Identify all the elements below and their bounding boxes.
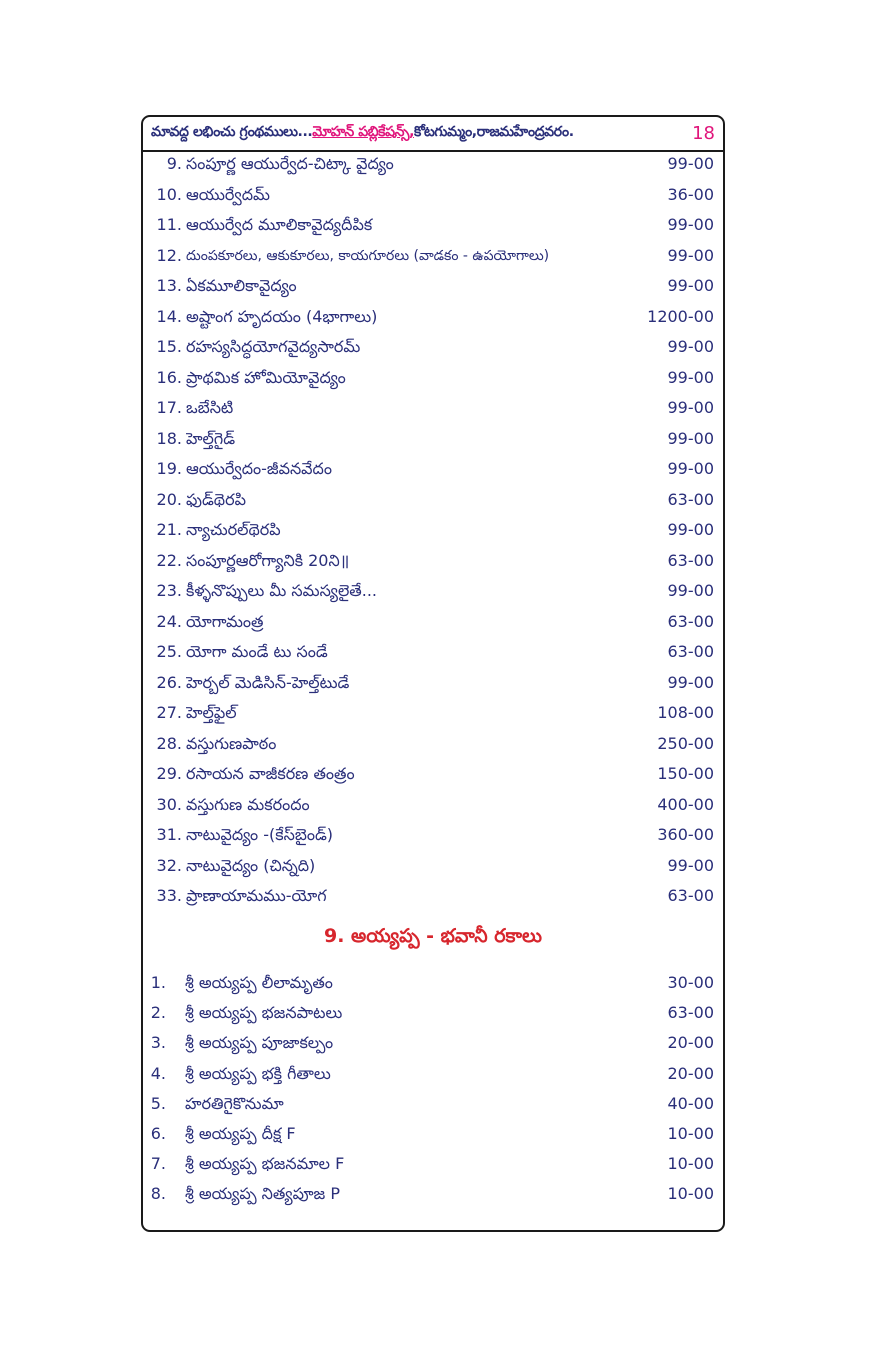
item-title: వస్తుగుణపాఠం [186, 733, 277, 753]
item-price: 63-00 [667, 1003, 714, 1023]
item-price: 360-00 [657, 825, 714, 844]
item-number: 28. [156, 733, 182, 753]
item-title: వస్తుగుణ మకరందం [186, 794, 310, 814]
list-item [148, 579, 714, 603]
item-number: 19. [156, 459, 182, 478]
list-item [148, 823, 714, 847]
list-item [148, 640, 714, 664]
item-title: ఆయుర్వేదమ్ [186, 184, 270, 204]
item-number: 26. [156, 672, 182, 692]
item-price: 36-00 [667, 184, 714, 204]
item-title: శ్రీ అయ్యప్ప భజనపాటలు [185, 1003, 343, 1023]
item-number: 24. [156, 611, 182, 631]
list-item [148, 762, 714, 786]
list-item [148, 549, 714, 573]
item-title: ప్రాణాయామము-యోగ [186, 886, 327, 905]
item-price: 40-00 [667, 1093, 714, 1113]
item-price: 99-00 [667, 367, 714, 387]
item-number: 11. [156, 215, 182, 234]
item-price: 99-00 [667, 520, 714, 539]
list-item [148, 396, 714, 420]
list-item [148, 671, 714, 695]
section-title-ayyappa: 9. అయ్యప్ప - భవానీ రకాలు [324, 925, 542, 947]
item-title: కీళ్ళనొప్పులు మీ సమస్యలైతే... [186, 581, 378, 600]
item-title: నాటువైద్యం (చిన్నది) [186, 855, 316, 875]
item-title: రసాయన వాజీకరణ తంత్రం [186, 764, 355, 783]
item-title: సంపూర్ణ ఆయుర్వేద-చిట్కా వైద్యం [186, 154, 394, 173]
list-item [148, 183, 714, 207]
list-item [148, 793, 714, 817]
item-price: 63-00 [667, 642, 714, 661]
item-price: 99-00 [667, 672, 714, 692]
list-item [148, 854, 714, 878]
list-item [148, 732, 714, 756]
item-price: 250-00 [657, 733, 714, 753]
page-number: 18 [692, 123, 715, 144]
list-item [148, 610, 714, 634]
list-item [148, 884, 714, 908]
list-item [148, 152, 714, 176]
item-title: సంపూర్ణఆరోగ్యానికి 20ని॥ [186, 550, 350, 570]
header-place: కోటగుమ్మం,రాజమహేంద్రవరం. [414, 124, 574, 140]
item-price: 10-00 [667, 1124, 714, 1143]
item-number: 22. [156, 550, 182, 570]
list-item [148, 1001, 714, 1025]
item-title: ఆయుర్వేదం-జీవనవేదం [186, 459, 332, 478]
item-price: 99-00 [667, 245, 714, 265]
item-price: 30-00 [667, 973, 714, 992]
item-number: 10. [156, 184, 182, 204]
list-item [148, 457, 714, 481]
list-item [148, 274, 714, 298]
item-number: 15. [156, 337, 182, 356]
page-header [143, 117, 723, 152]
item-title: రహస్యసిద్ధయోగవైద్యసారమ్ [186, 337, 361, 356]
item-number: 3. [150, 1033, 166, 1053]
item-price: 99-00 [667, 154, 714, 173]
item-number: 23. [156, 581, 182, 600]
header-available-books: మావద్ద లభించు గ్రంథములు... [151, 124, 313, 140]
item-price: 99-00 [667, 337, 714, 356]
item-number: 12. [156, 245, 182, 265]
item-number: 1. [150, 973, 166, 992]
header-publisher: మోహన్ పబ్లికేషన్స్, [312, 124, 415, 140]
list-item [148, 335, 714, 359]
item-number: 33. [156, 886, 182, 905]
list-item [148, 305, 714, 329]
item-number: 13. [156, 276, 182, 295]
item-number: 2. [150, 1003, 166, 1023]
item-number: 31. [156, 825, 182, 844]
item-number: 32. [156, 855, 182, 875]
item-title: అష్టాంగ హృదయం (4భాగాలు) [186, 306, 378, 326]
item-price: 63-00 [667, 489, 714, 509]
item-number: 4. [150, 1063, 166, 1083]
list-item [148, 701, 714, 725]
item-title: ప్రాథమిక హోమియోవైద్యం [186, 367, 346, 387]
list-item [148, 1031, 714, 1055]
item-price: 108-00 [657, 703, 714, 722]
list-item [148, 366, 714, 390]
item-title: ఏకమూలికావైద్యం [186, 276, 297, 295]
item-price: 400-00 [657, 794, 714, 814]
item-price: 63-00 [667, 886, 714, 905]
item-number: 7. [150, 1154, 166, 1174]
item-title: నాటువైద్యం -(కేస్‌బైండ్) [186, 825, 334, 844]
item-number: 29. [156, 764, 182, 783]
item-number: 9. [166, 154, 182, 173]
item-price: 10-00 [667, 1184, 714, 1204]
list-item [148, 1092, 714, 1116]
item-number: 30. [156, 794, 182, 814]
item-price: 99-00 [667, 215, 714, 234]
item-price: 10-00 [667, 1154, 714, 1174]
item-title: శ్రీ అయ్యప్ప దీక్ష F [185, 1124, 296, 1143]
item-number: 16. [156, 367, 182, 387]
item-title: యోగామంత్ర [186, 611, 264, 631]
item-price: 99-00 [667, 855, 714, 875]
item-number: 6. [150, 1124, 166, 1143]
item-number: 14. [156, 306, 182, 326]
list-item [148, 488, 714, 512]
list-item [148, 1152, 714, 1176]
item-price: 20-00 [667, 1063, 714, 1083]
item-number: 21. [156, 520, 182, 539]
item-number: 18. [156, 428, 182, 448]
item-title: ఆయుర్వేద మూలికావైద్యదీపిక [186, 215, 373, 234]
list-item [148, 971, 714, 995]
item-number: 8. [150, 1184, 166, 1204]
item-price: 99-00 [667, 398, 714, 417]
item-title: శ్రీ అయ్యప్ప లీలామృతం [185, 973, 333, 992]
item-title: హరతిగైకొనుమా [185, 1093, 284, 1113]
item-price: 99-00 [667, 428, 714, 448]
item-title: ఫుడ్‌థెరపి [186, 489, 246, 509]
item-title: హెల్త్‌ఫైల్ [186, 703, 237, 722]
item-price: 99-00 [667, 276, 714, 295]
item-title: శ్రీ అయ్యప్ప భక్తి గీతాలు [185, 1063, 331, 1083]
item-price: 1200-00 [647, 306, 714, 326]
book-list-frame [141, 115, 725, 1232]
item-title: హెర్బల్ మెడిసిన్-హెల్త్‌టుడే [186, 672, 350, 692]
list-item [148, 244, 714, 268]
item-price: 99-00 [667, 581, 714, 600]
item-title: యోగా మండే టు సండే [186, 642, 328, 661]
item-number: 20. [156, 489, 182, 509]
item-price: 20-00 [667, 1033, 714, 1053]
list-item [148, 1182, 714, 1206]
list-item [148, 1062, 714, 1086]
item-title: హెల్త్‌గైడ్ [186, 428, 236, 448]
list-item [148, 213, 714, 237]
item-number: 27. [156, 703, 182, 722]
item-title: శ్రీ అయ్యప్ప భజనమాల F [185, 1154, 345, 1174]
item-title: దుంపకూరలు, ఆకుకూరలు, కాయగూరలు (వాడకం - ఉపయోగాలు) [186, 247, 550, 264]
item-title: శ్రీ అయ్యప్ప నిత్యపూజ P [185, 1184, 340, 1204]
item-number: 5. [150, 1093, 166, 1113]
item-title: న్యాచురల్‌థెరపి [186, 520, 281, 539]
list-item [148, 1122, 714, 1146]
list-item [148, 427, 714, 451]
item-price: 150-00 [657, 764, 714, 783]
list-item [148, 518, 714, 542]
item-title: ఒబేసిటి [186, 398, 234, 417]
item-number: 25. [156, 642, 182, 661]
item-price: 99-00 [667, 459, 714, 478]
item-title: శ్రీ అయ్యప్ప పూజాకల్పం [185, 1033, 334, 1053]
item-price: 63-00 [667, 550, 714, 570]
item-number: 17. [156, 398, 182, 417]
item-price: 63-00 [667, 611, 714, 631]
